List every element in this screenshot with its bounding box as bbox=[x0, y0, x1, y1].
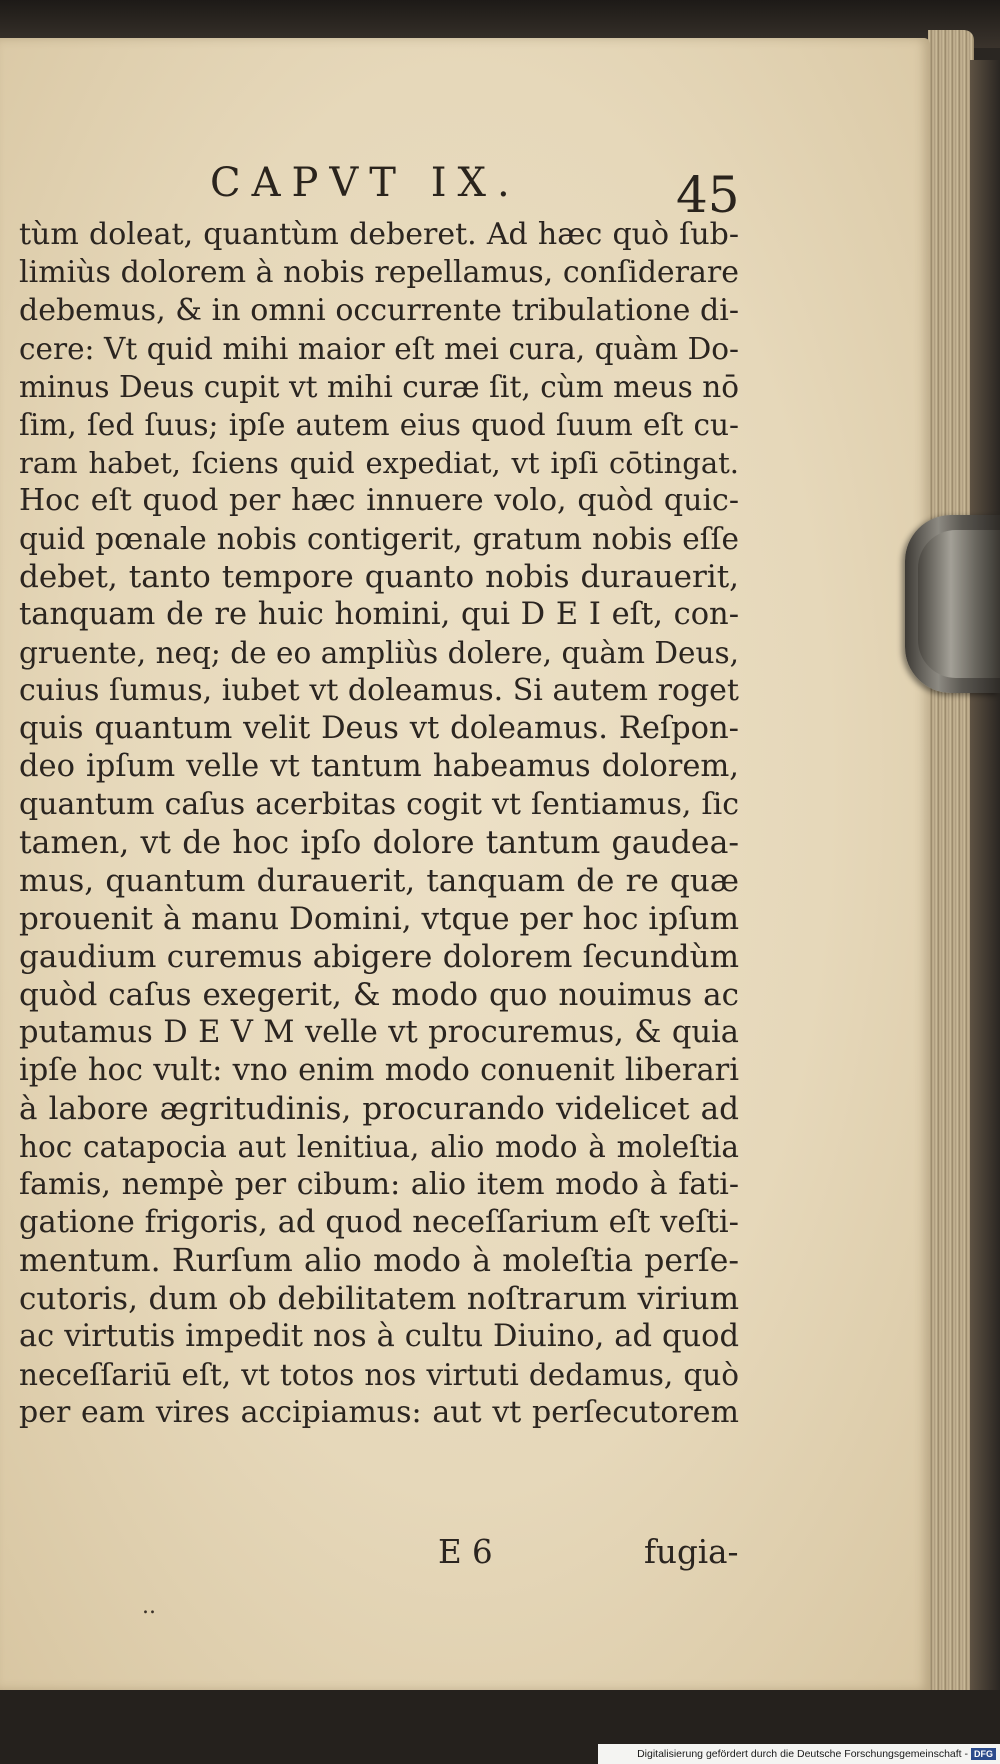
stray-ink-mark: .. bbox=[142, 1594, 156, 1619]
text-line: quis quantum velit Deus vt doleamus. Reſpon- bbox=[19, 711, 739, 746]
text-line: putamus D E V M velle vt procuremus, & quia bbox=[19, 1015, 739, 1050]
body-text bbox=[19, 216, 739, 1432]
text-line: quòd caſus exegerit, & modo quo nouimus ac bbox=[19, 977, 739, 1013]
text-line: hoc catapocia aut lenitiua, alio modo à moleſtia bbox=[19, 1130, 739, 1164]
text-line: minus Deus cupit vt mihi curæ ſit, cùm meus nō bbox=[19, 370, 739, 404]
text-line: quantum caſus acerbitas cogit vt ſentiamus, ſic bbox=[19, 787, 739, 822]
text-line: ſim, ſed ſuus; ipſe autem eius quod ſuum eſt cu- bbox=[19, 408, 739, 442]
text-line: debemus, & in omni occurrente tribulatione di- bbox=[19, 293, 739, 328]
text-line: quid pœnale nobis contigerit, gratum nobis eſſe bbox=[19, 522, 739, 556]
text-line: tùm doleat, quantùm deberet. Ad hæc quò ſub- bbox=[19, 217, 739, 252]
running-head-title: CAPVT IX. bbox=[210, 160, 521, 206]
book-page bbox=[0, 38, 930, 1690]
text-line: deo ipſum velle vt tantum habeamus dolorem, bbox=[19, 749, 739, 784]
text-line: famis, nempè per cibum: alio item modo à fati- bbox=[19, 1167, 739, 1202]
text-line: gruente, neq; de eo ampliùs dolere, quàm Deus, bbox=[19, 636, 739, 670]
signature-mark: E 6 bbox=[438, 1533, 493, 1571]
page-fore-edge bbox=[928, 30, 974, 1690]
text-line: debet, tanto tempore quanto nobis durauerit, bbox=[19, 559, 739, 595]
text-line: Hoc eſt quod per hæc innuere volo, quòd quic- bbox=[19, 483, 739, 518]
cover-right-edge bbox=[970, 60, 1000, 1690]
text-line: limiùs dolorem à nobis repellamus, conſiderare bbox=[19, 255, 739, 290]
text-line: cutoris, dum ob debilitatem noſtrarum virium bbox=[19, 1281, 739, 1317]
text-line: à labore ægritudinis, procurando videlicet ad bbox=[19, 1091, 739, 1127]
text-line: tanquam de re huic homini, qui D E I eſt, con- bbox=[19, 597, 739, 632]
text-line: cuius ſumus, iubet vt doleamus. Si autem roget bbox=[19, 673, 739, 708]
text-line: mus, quantum durauerit, tanquam de re quæ bbox=[19, 863, 739, 899]
digitization-credit-bar bbox=[598, 1744, 1000, 1764]
text-line: tamen, vt de hoc ipſo dolore tantum gaudea- bbox=[19, 825, 739, 861]
text-line: prouenit à manu Domini, vtque per hoc ipſum bbox=[19, 901, 739, 937]
text-line: mentum. Rurſum alio modo à moleſtia perſe- bbox=[19, 1243, 739, 1279]
text-line: ram habet, ſciens quid expediat, vt ipſi cōtingat. bbox=[19, 446, 739, 480]
text-line: ac virtutis impedit nos à cultu Diuino, ad quod bbox=[19, 1319, 739, 1354]
text-line: gatione frigoris, ad quod neceſſarium eſt veſti- bbox=[19, 1205, 739, 1240]
text-line: neceſſariū eſt, vt totos nos virtuti dedamus, quò bbox=[19, 1358, 739, 1392]
book-clasp-highlight bbox=[918, 530, 1000, 678]
text-line: ipſe hoc vult: vno enim modo conuenit liberari bbox=[19, 1053, 739, 1088]
page-number: 45 bbox=[676, 166, 740, 224]
digitization-credit: Digitalisierung gefördert durch die Deutsche Forschungsgemeinschaft - bbox=[637, 1748, 968, 1760]
dfg-logo-icon: DFG bbox=[971, 1748, 996, 1760]
text-line: cere: Vt quid mihi maior eſt mei cura, quàm Do- bbox=[19, 332, 739, 366]
catchword: fugia- bbox=[644, 1533, 739, 1571]
text-line: per eam vires accipiamus: aut vt perſecutorem bbox=[19, 1395, 739, 1430]
text-line: gaudium curemus abigere dolorem ſecundùm bbox=[19, 939, 739, 975]
